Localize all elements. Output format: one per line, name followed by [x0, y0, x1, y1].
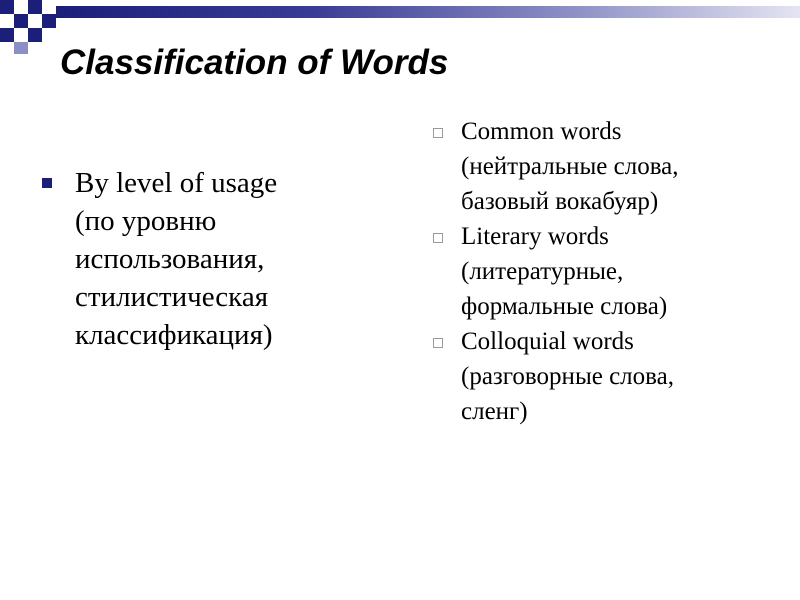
bullet-text-line: (нейтральные слова,: [461, 153, 679, 180]
bullet-text-line: сленг): [461, 398, 528, 425]
slide-title: Classification of Words: [60, 43, 449, 82]
bullet-text-line: формальные слова): [461, 293, 668, 320]
bullet-text-line: (литературные,: [461, 258, 624, 285]
left-column: [42, 164, 372, 354]
hollow-square-bullet-icon: [433, 233, 443, 243]
right-bullet-item-literary: [433, 219, 793, 324]
bullet-text-line: Common words: [461, 118, 622, 145]
bullet-text-line: (разговорные слова,: [461, 363, 674, 390]
bullet-text-line: Literary words: [461, 223, 609, 250]
bullet-text-line: базовый вокабуяр): [461, 188, 659, 215]
header-gradient-bar: [56, 6, 800, 18]
hollow-square-bullet-icon: [433, 128, 443, 138]
right-column: [433, 114, 793, 429]
bullet-text-line: Colloquial words: [461, 328, 634, 355]
bullet-text-line: использования,: [75, 243, 265, 275]
bullet-text-line: By level of usage: [75, 167, 278, 199]
right-bullet-item-common: [433, 114, 793, 219]
hollow-square-bullet-icon: [433, 338, 443, 348]
bullet-text-line: (по уровню: [75, 205, 217, 237]
left-bullet-item: [42, 164, 372, 354]
bullet-text-line: классификация): [75, 319, 273, 351]
square-bullet-icon: [42, 178, 52, 188]
bullet-text-line: стилистическая: [75, 281, 269, 313]
right-bullet-item-colloquial: [433, 324, 793, 429]
